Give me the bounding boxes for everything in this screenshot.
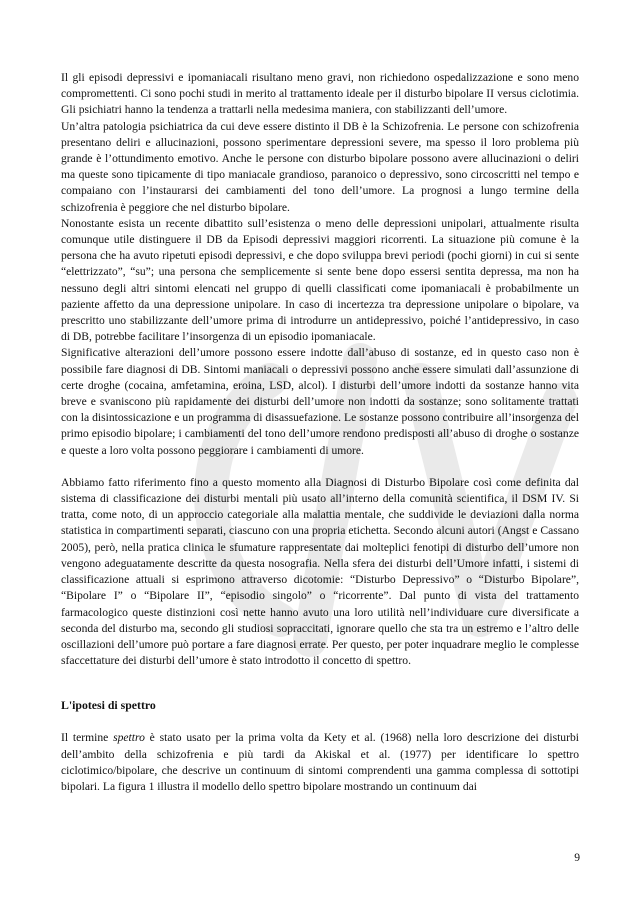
- document-page: [61, 70, 579, 795]
- text-before-italic: Il termine: [61, 731, 114, 745]
- text-after-italic: è stato usato per la prima volta da Kety et al. (1968) nella loro descrizione dei disturbi dell’ambito della schizofrenia e più tardi da Akiskal et al. (1977) per identificare lo spettro ciclotimico/bipolare, che descrive un continuum di sintomi comprendenti una gamma complessa di sottotipi bipolari. La figura 1 illustra il modello dello spettro bipolare mostrando un continuum dai: [61, 731, 579, 793]
- paragraph-schizofrenia: Un’altra patologia psichiatrica da cui deve essere distinto il DB è la Schizofrenia. Le persone con schizofrenia presentano deliri e allucinazioni, possono sperimentare depressioni severe, ma spesso il loro problema più grande è l’ottundimento emotivo. Anche le persone con disturbo bipolare possono avere allucinazioni o deliri ma queste sono tipicamente di tipo maniacale grandioso, paranoico o depressivo, sono circoscritti nel tempo e compaiano con l’instaurarsi dei cambiamenti del tono dell’umore. La prognosi a lungo termine della schizofrenia è peggiore che nel disturbo bipolare.: [61, 119, 579, 214]
- section-heading: L'ipotesi di spettro: [61, 698, 156, 713]
- heading-spacer: [61, 713, 579, 730]
- paragraph-spettro: [61, 730, 579, 795]
- page-number: 9: [574, 851, 580, 864]
- paragraph-depressioni-unipolari: Nonostante esista un recente dibattito sull’esistenza o meno delle depressioni unipolari, attualmente risulta comunque utile distinguere il DB da Episodi depressivi maggiori ricorrenti. La situazione più comune è la persona che ha avuto ripetuti episodi depressivi, e che dopo sviluppa brevi periodi (pochi giorni) in cui si sente “elettrizzato”, “su”; una persona che semplicemente si sente bene dopo essersi sentita depressa, ma non ha nessuno degli altri sintomi elencati nel gruppo di quelli classificati come ipomaniacali è probabilmente un paziente affetto da una depressione unipolare. In caso di incertezza tra depressione unipolare o bipolare, va prescritto uno stabilizzante dell’umore prima di introdurre un antidepressivo, poiché l’antidepressivo, in caso di DB, potrebbe facilitare l’insorgenza di un episodio ipomaniacale.: [61, 216, 579, 344]
- paragraph-dsm-iv: Abbiamo fatto riferimento fino a questo momento alla Diagnosi di Disturbo Bipolare così come definita dal sistema di classificazione dei disturbi mentali più usato all’interno della comunità scientifica, il DSM IV. Si tratta, come noto, di un approccio categoriale alla malattia mentale, che suddivide le deviazioni dalla norma statistica in compartimenti separati, ciascuno con una propria etichetta. Secondo alcuni autori (Angst e Cassano 2005), però, nella pratica clinica le sfumature rappresentate dai molteplici fenotipi di disturbo dell’umore non vengono adeguatamente descritte da questa nosografia. Nella sfera dei disturbi dell’Umore infatti, i sistemi di classificazione attuali si esprimono attraverso dicotomie: “Disturbo Depressivo” o “Disturbo Bipolare”, “Bipolare I” o “Bipolare II”, “episodio singolo” o “ricorrente”. Dal punto di vista del trattamento farmacologico queste distinzioni così nette hanno avuto una loro utilità nell’individuare cure diversificate a seconda del disturbo ma, secondo gli studiosi sopraccitati, ignorare quello che sta tra un estremo e l’altro delle oscillazioni dell’umore può portare a fare diagnosi errate. Per questo, per poter inquadrare meglio le complesse sfaccettature dei disturbi dell’umore è stato introdotto il concetto di spettro.: [61, 475, 579, 668]
- paragraph-abuso-sostanze: Significative alterazioni dell’umore possono essere indotte dall’abuso di sostanze, ed in questo caso non è possibile fare diagnosi di DB. Sintomi maniacali o depressivi possono anche essere simulati dall’assunzione di certe droghe (cocaina, amfetamina, eroina, LSD, alcol). I disturbi dell’umore indotti da sostanze hanno vita breve e svaniscono più rapidamente dei disturbi dell’umore non indotti da sostanze; sono solitamente trattati con la disintossicazione e un programma di disassuefazione. Le sostanze possono contribuire all’insorgenza del primo episodio bipolare; i cambiamenti del tono dell’umore rendono predisposti all’abuso di droghe o sostanze e queste a loro volta possono peggiorare i cambiamenti di umore.: [61, 346, 579, 457]
- section-spacer: [61, 669, 579, 697]
- paragraph-spacer: [61, 459, 579, 475]
- paragraph-ciclotimia: Il gli episodi depressivi e ipomaniacali risultano meno gravi, non richiedono ospedalizzazione e sono meno compromettenti. Ci sono pochi studi in merito al trattamento ideale per il disturbo bipolare II versus ciclotimia. Gli psichiatri hanno la tendenza a trattarli nella medesima maniera, con stabilizzanti dell’umore.: [61, 71, 579, 117]
- italic-term: spettro: [113, 731, 145, 745]
